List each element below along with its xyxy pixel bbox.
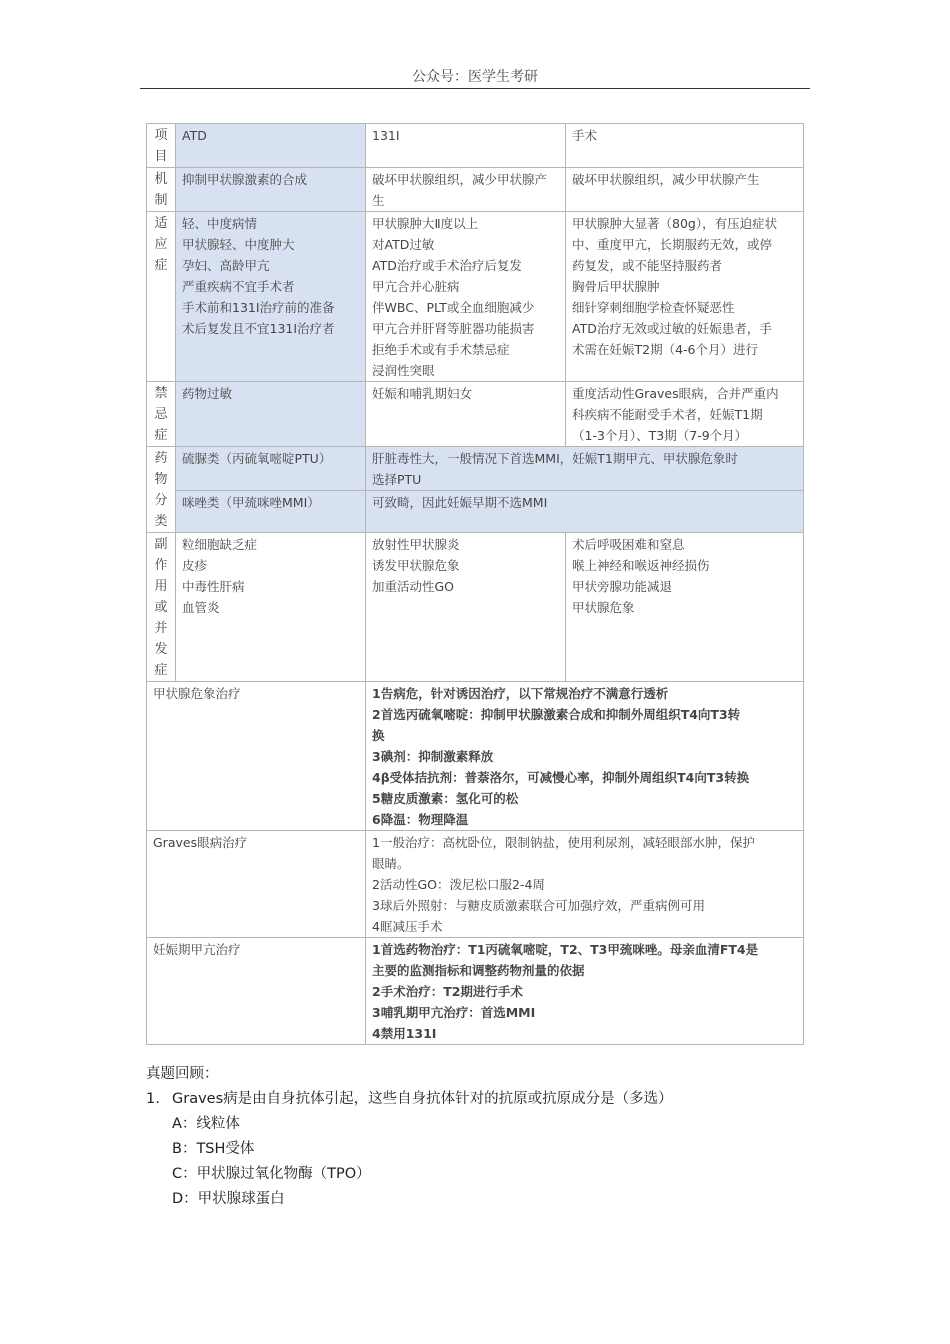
drug-mmi-note: 可致畸，因此妊娠早期不选MMI [366,491,804,533]
side-effects-atd: 粒细胞缺乏症 皮疹 中毒性肝病 血管炎 [176,533,366,682]
col-header-atd: ATD [176,124,366,168]
crisis-treatment: 1告病危，针对诱因治疗，以下常规治疗不满意行透析 2首选丙硫氧嘧啶：抑制甲状腺激素合成和抑制外周组织T4向T3转 换 3碘剂：抑制激素释放 4β受体拮抗剂：普萘洛尔，可减慢心率，抑制外周组织T4向T3转换 5糖皮质激素：氢化可的松 6降温：物理降温 [366,682,804,831]
option-c: C：甲状腺过氧化物酶（TPO） [172,1166,371,1182]
question-1 [146,1087,673,1112]
drug-mmi-name: 咪唑类（甲巯咪唑MMI） [176,491,366,533]
table-row-indications [147,212,804,382]
mechanism-surgery: 破坏甲状腺组织，减少甲状腺产生 [566,168,804,212]
row-label-mechanism: 机 制 [147,168,176,212]
row-label-graves-eye: Graves眼病治疗 [147,831,366,938]
row-label-side-effects: 副 作 用 或 并 发 症 [147,533,176,682]
row-label-crisis: 甲状腺危象治疗 [147,682,366,831]
mechanism-131i: 破坏甲状腺组织，减少甲状腺产生 [366,168,566,212]
question-number: 1. [146,1091,160,1107]
contra-atd: 药物过敏 [176,382,366,447]
table-row-drug-mmi [147,491,804,533]
option-b: B：TSH受体 [172,1141,255,1157]
side-effects-surgery: 术后呼吸困难和窒息 喉上神经和喉返神经损伤 甲状旁腺功能减退 甲状腺危象 [566,533,804,682]
indications-surgery: 甲状腺肿大显著（80g），有压迫症状 中、重度甲亢，长期服药无效，或停 药复发，或不能坚持服药者 胸骨后甲状腺肿 细针穿刺细胞学检查怀疑恶性 ATD治疗无效或过敏的妊娠患者，手 术需在妊娠T2期（4-6个月）进行 [566,212,804,382]
indications-131i: 甲状腺肿大Ⅱ度以上 对ATD过敏 ATD治疗或手术治疗后复发 甲亢合并心脏病 伴WBC、PLT或全血细胞减少 甲亢合并肝肾等脏器功能损害 拒绝手术或有手术禁忌症 浸润性突眼 [366,212,566,382]
option-d: D：甲状腺球蛋白 [172,1191,285,1207]
table-row-contraindications [147,382,804,447]
drug-ptu-name: 硫脲类（丙硫氧嘧啶PTU） [176,447,366,491]
table-row-side-effects [147,533,804,682]
pregnancy-treatment: 1首选药物治疗：T1丙硫氧嘧啶，T2、T3甲巯咪唑。母亲血清FT4是 主要的监测指标和调整药物剂量的依据 2手术治疗：T2期进行手术 3哺乳期甲亢治疗：首选MMI 4禁用131I [366,938,804,1045]
option-a: A：线粒体 [172,1116,240,1132]
row-label-contraindications: 禁 忌 症 [147,382,176,447]
row-label-item: 项 目 [147,124,176,168]
comparison-table [146,123,804,1045]
row-label-indications: 适 应 症 [147,212,176,382]
question-text: Graves病是由自身抗体引起，这些自身抗体针对的抗原或抗原成分是（多选） [172,1091,673,1107]
table-row-pregnancy [147,938,804,1045]
header-divider [140,88,810,89]
row-label-drug-class: 药 物 分 类 [147,447,176,533]
table-row-head [147,124,804,168]
page-header: 公众号：医学生考研 [412,69,538,85]
table-row-mechanism [147,168,804,212]
quiz-title: 真题回顾： [146,1066,219,1082]
contra-131i: 妊娠和哺乳期妇女 [366,382,566,447]
graves-eye-treatment: 1一般治疗：高枕卧位，限制钠盐，使用利尿剂，减轻眼部水肿，保护 眼睛。 2活动性GO：泼尼松口服2-4周 3球后外照射：与糖皮质激素联合可加强疗效，严重病例可用 4眶减压手术 [366,831,804,938]
col-header-131i: 131I [366,124,566,168]
side-effects-131i: 放射性甲状腺炎 诱发甲状腺危象 加重活动性GO [366,533,566,682]
mechanism-atd: 抑制甲状腺激素的合成 [176,168,366,212]
table-row-drug-ptu [147,447,804,491]
col-header-surgery: 手术 [566,124,804,168]
indications-atd: 轻、中度病情 甲状腺轻、中度肿大 孕妇、高龄甲亢 严重疾病不宜手术者 手术前和131I治疗前的准备 术后复发且不宜131I治疗者 [176,212,366,382]
row-label-pregnancy: 妊娠期甲亢治疗 [147,938,366,1045]
contra-surgery: 重度活动性Graves眼病，合并严重内 科疾病不能耐受手术者，妊娠T1期 （1-3个月）、T3期（7-9个月） [566,382,804,447]
table-row-crisis [147,682,804,831]
drug-ptu-note: 肝脏毒性大，一般情况下首选MMI，妊娠T1期甲亢、甲状腺危象时 选择PTU [366,447,804,491]
quiz-section [146,1062,673,1212]
table-row-graves-eye [147,831,804,938]
